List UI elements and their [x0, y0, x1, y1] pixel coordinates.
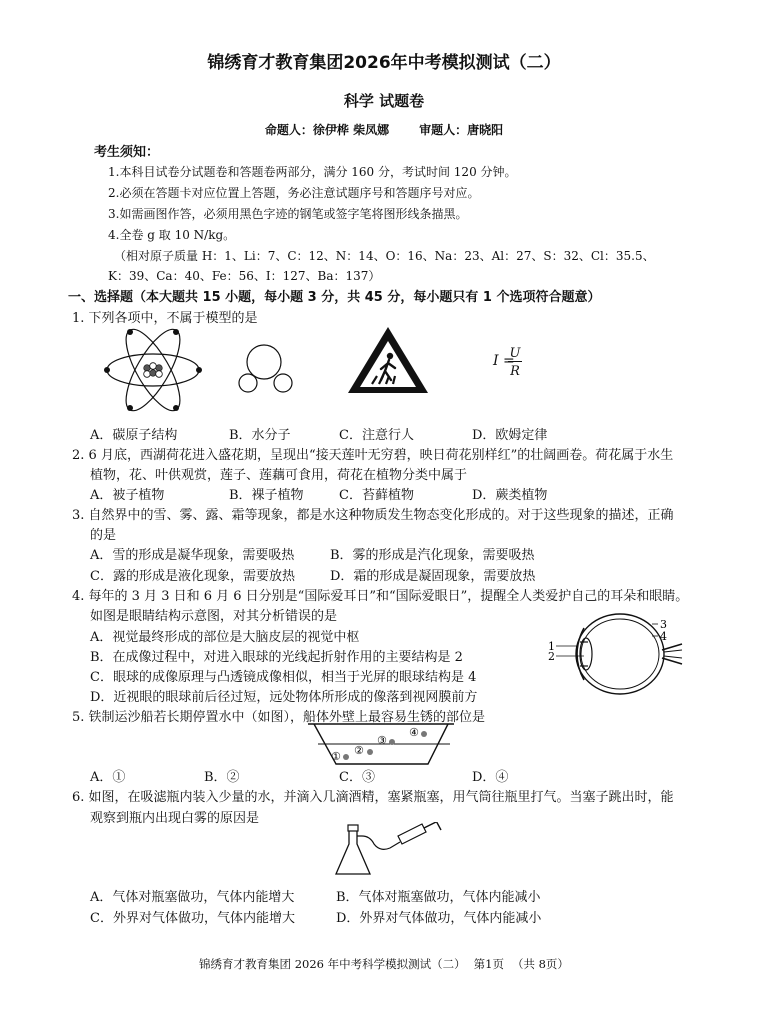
- notice-heading: 考生须知：: [94, 145, 160, 160]
- eye-label-4: 4: [660, 630, 667, 643]
- notice-line: 3.如需画图作答，必须用黑色字迹的钢笔或签字笔将图形线条描黑。: [108, 207, 468, 221]
- boat-label-4: ④: [409, 726, 419, 739]
- water-molecule-figure: [236, 342, 298, 396]
- q5-option-c: C．③: [339, 770, 375, 785]
- sand-boat-figure: [306, 720, 456, 768]
- q6-option-a: A．气体对瓶塞做功，气体内能增大: [90, 890, 295, 905]
- exam-subtitle: 科学 试题卷: [343, 92, 425, 110]
- q4-option-b: B．在成像过程中，对进入眼球的光线起折射作用的主要结构是 2: [90, 650, 463, 665]
- q2-option-b: B．裸子植物: [229, 488, 304, 503]
- ohms-law-numerator: U: [509, 346, 521, 361]
- q4-option-d: D．近视眼的眼球前后径过短，远处物体所形成的像落到视网膜前方: [90, 690, 478, 705]
- page-footer: [0, 956, 768, 972]
- suction-flask-pump-figure: [330, 822, 442, 878]
- pedestrian-warning-sign-figure: [345, 324, 431, 396]
- ohms-law-denominator: R: [510, 364, 520, 379]
- q3-option-a: A．雪的形成是凝华现象，需要吸热: [90, 548, 295, 563]
- q3-option-d: D．霜的形成是凝固现象，需要放热: [330, 569, 536, 584]
- q6-stem-line: 观察到瓶内出现白雾的原因是: [90, 811, 260, 826]
- q3-stem-line: 的是: [90, 528, 117, 543]
- q3-option-b: B．雾的形成是汽化现象，需要吸热: [330, 548, 535, 563]
- q1-option-a: A．碳原子结构: [90, 428, 178, 443]
- notice-line: （相对原子质量 H：1、Li：7、C：12、N：14、O：16、Na：23、Al：27、S：32、Cl：35.5、: [114, 249, 655, 263]
- q5-stem: 5. 铁制运沙船若长期停置水中（如图），船体外壁上最容易生锈的部位是: [72, 710, 486, 725]
- boat-label-3: ③: [377, 734, 387, 747]
- q4-option-a: A．视觉最终形成的部位是大脑皮层的视觉中枢: [90, 630, 360, 645]
- eye-structure-figure: [548, 606, 684, 702]
- q4-stem-line: 4. 每年的 3 月 3 日和 6 月 6 日分别是“国际爱耳日”和“国际爱眼日”，提醒全人类爱护自己的耳朵和眼睛。: [72, 589, 689, 604]
- q1-option-b: B．水分子: [229, 428, 291, 443]
- eye-label-2: 2: [548, 650, 555, 663]
- reviewer-label: 审题人：唐晓阳: [419, 123, 504, 137]
- boat-label-2: ②: [354, 744, 364, 757]
- q1-option-c: C．注意行人: [339, 428, 414, 443]
- q2-stem-line: 植物，花、叶供观赏，莲子、莲藕可食用，荷花在植物分类中属于: [90, 468, 468, 483]
- q6-option-d: D．外界对气体做功，气体内能减小: [336, 911, 542, 926]
- q3-stem-line: 3. 自然界中的雪、雾、露、霜等现象，都是水这种物质发生物态变化形成的。对于这些现象的描述，正确: [72, 508, 674, 523]
- q6-option-c: C．外界对气体做功，气体内能增大: [90, 911, 295, 926]
- notice-line: K：39、Ca：40、Fe：56、I：127、Ba：137）: [108, 269, 381, 283]
- q1-option-d: D．欧姆定律: [472, 428, 548, 443]
- eye-label-1: 1: [548, 640, 555, 653]
- q1-stem: 1. 下列各项中，不属于模型的是: [72, 311, 258, 326]
- q6-stem-line: 6. 如图，在吸滤瓶内装入少量的水，并滴入几滴酒精，塞紧瓶塞，用气筒往瓶里打气。当塞子跳出时，能: [72, 790, 674, 805]
- ohms-law-lhs: I =: [493, 353, 515, 369]
- author-label: 命题人：徐伊桦 柴凤娜: [264, 123, 390, 137]
- eye-label-3: 3: [660, 618, 667, 631]
- q5-option-a: A．①: [90, 770, 126, 785]
- q2-option-a: A．被子植物: [90, 488, 165, 503]
- q4-option-c: C．眼球的成像原理与凸透镜成像相似，相当于光屏的眼球结构是 4: [90, 670, 477, 685]
- boat-label-1: ①: [331, 750, 341, 763]
- carbon-atom-figure: [104, 328, 202, 412]
- page-number: 第1页: [473, 957, 504, 971]
- q2-option-c: C．苔藓植物: [339, 488, 414, 503]
- q2-stem-line: 2. 6 月底，西湖荷花进入盛花期，呈现出“接天莲叶无穷碧，映日荷花别样红”的壮阔画卷。荷花属于水生: [72, 448, 674, 463]
- q2-option-d: D．蕨类植物: [472, 488, 548, 503]
- section-heading: 一、选择题（本大题共 15 小题，每小题 3 分，共 45 分，每小题只有 1 个选项符合题意）: [68, 290, 601, 305]
- q5-option-d: D．④: [472, 770, 509, 785]
- authors-line: [0, 121, 768, 138]
- q3-option-c: C．露的形成是液化现象，需要放热: [90, 569, 295, 584]
- q4-stem-line: 如图是眼睛结构示意图，对其分析错误的是: [90, 609, 338, 624]
- q5-option-b: B．②: [204, 770, 240, 785]
- exam-title: 锦绣育才教育集团2026年中考模拟测试（二）: [207, 53, 561, 73]
- notice-line: 2.必须在答题卡对应位置上答题，务必注意试题序号和答题序号对应。: [108, 186, 480, 200]
- notice-line: 4.全卷 g 取 10 N/kg。: [108, 228, 236, 242]
- footer-text: 锦绣育才教育集团 2026 年中考科学模拟测试（二）: [199, 957, 466, 971]
- notice-line: 1.本科目试卷分试题卷和答题卷两部分，满分 160 分，考试时间 120 分钟。: [108, 165, 517, 179]
- q6-option-b: B．气体对瓶塞做功，气体内能减小: [336, 890, 541, 905]
- page-total: （共 8页）: [511, 957, 569, 971]
